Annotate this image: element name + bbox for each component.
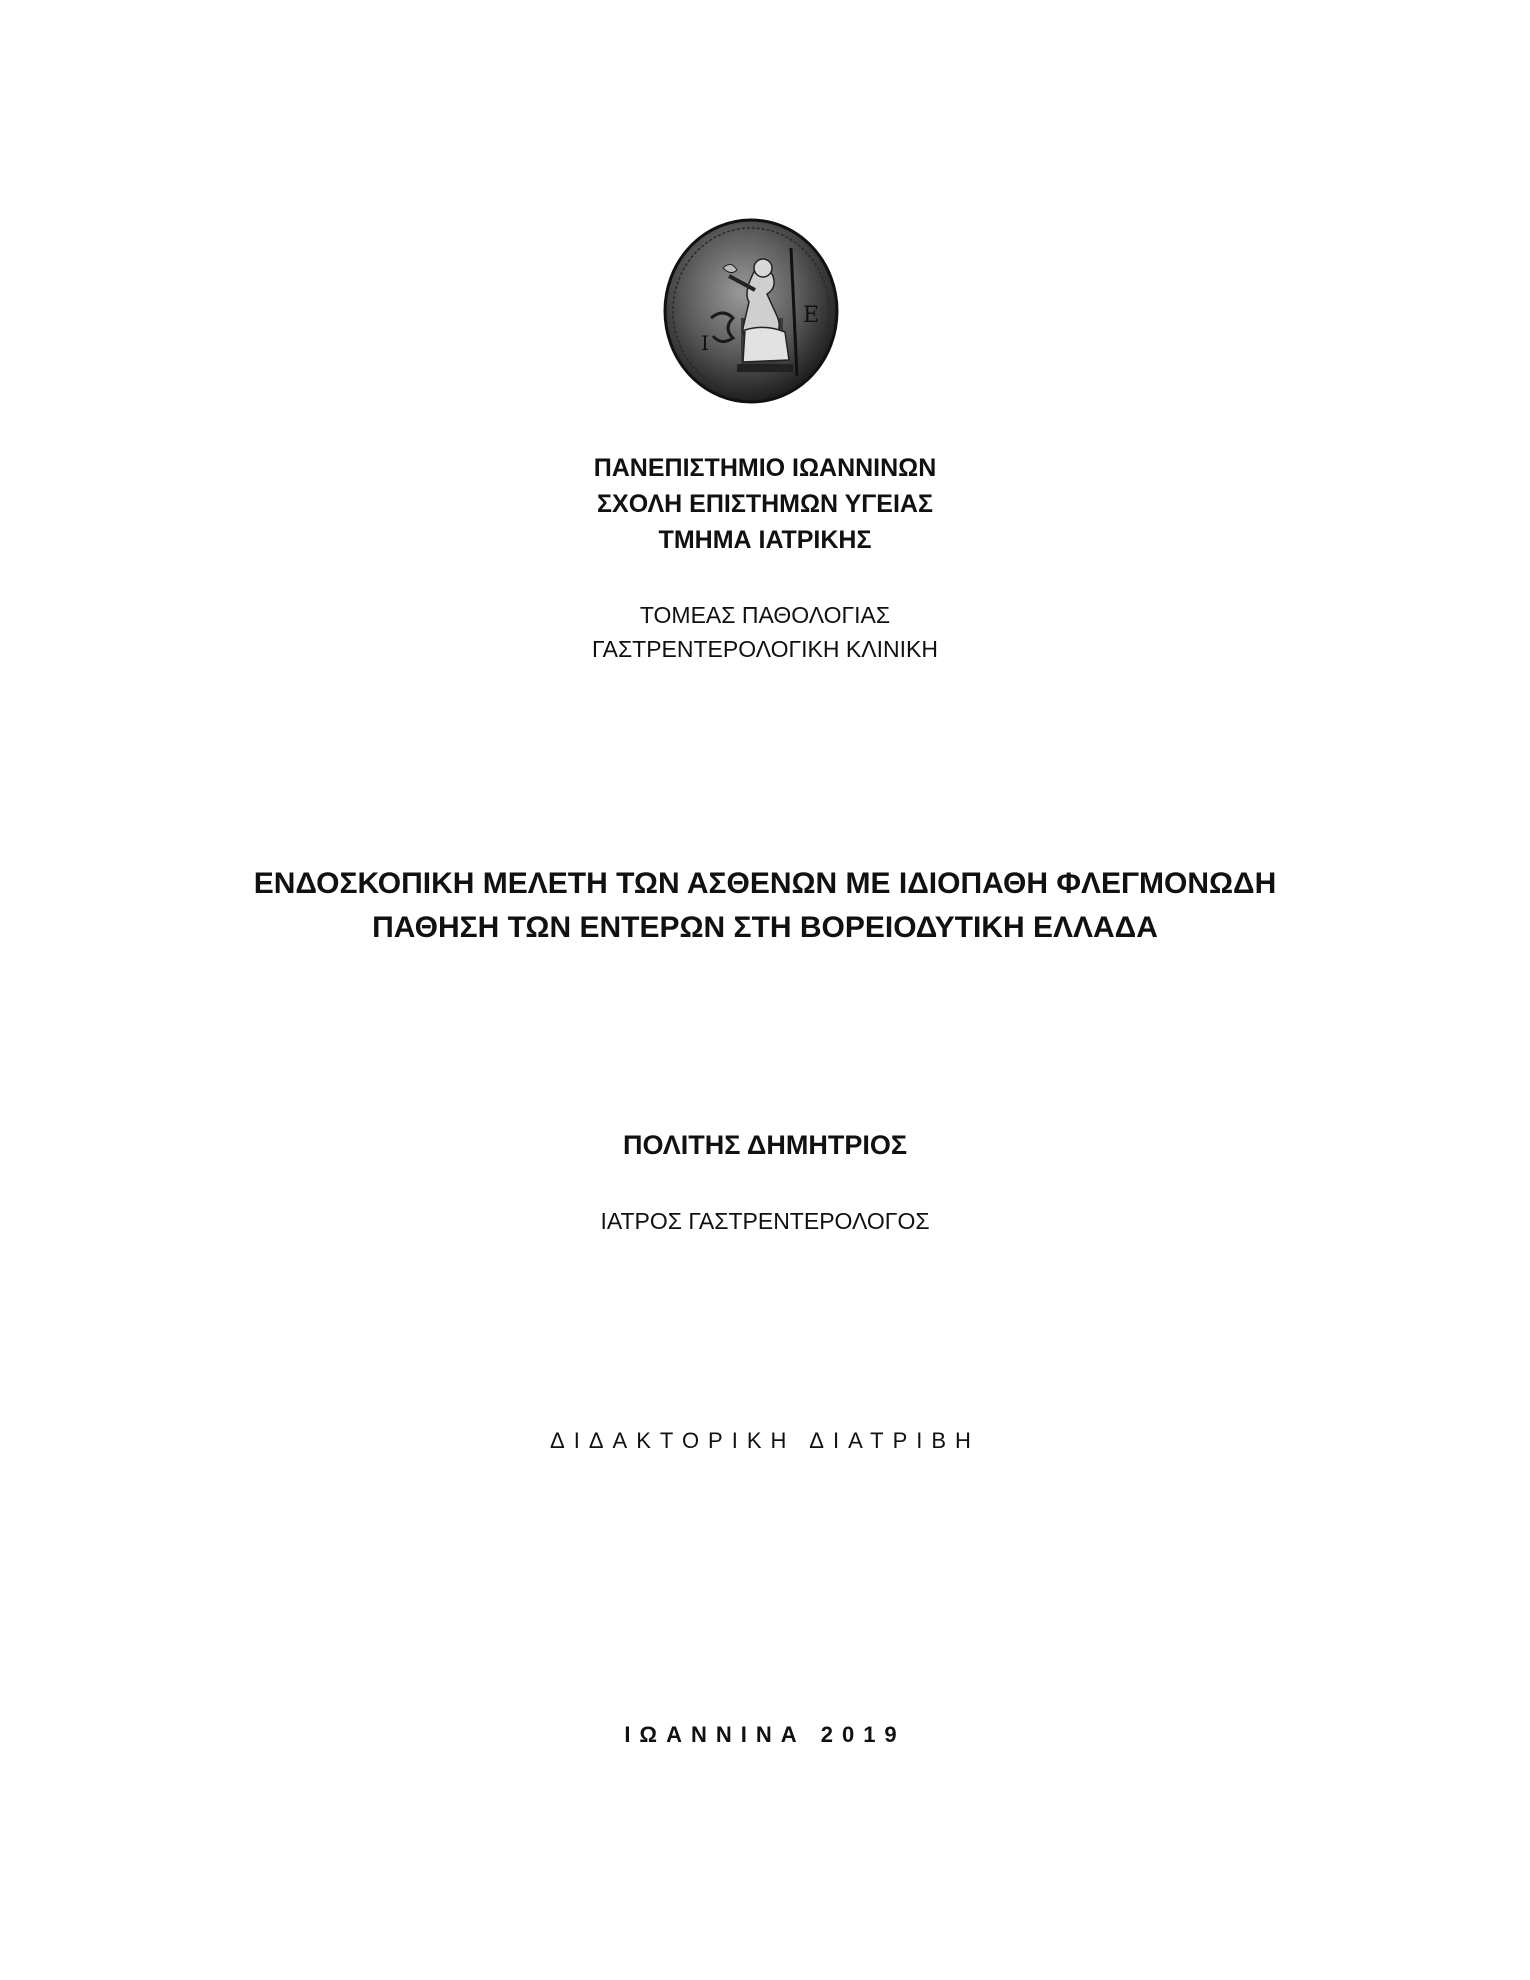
school-name: ΣΧΟΛΗ ΕΠΙΣΤΗΜΩΝ ΥΓΕΙΑΣ (597, 490, 933, 518)
place-year: ΙΩΑΝΝΙΝΑ 2019 (624, 1722, 906, 1747)
thesis-title-line-2: ΠΑΘΗΣΗ ΤΩΝ ΕΝΤΕΡΩΝ ΣΤΗ ΒΟΡΕΙΟΔΥΤΙΚΗ ΕΛΛΑΔΑ (372, 911, 1158, 944)
university-name: ΠΑΝΕΠΙΣΤΗΜΙΟ ΙΩΑΝΝΙΝΩΝ (593, 454, 937, 482)
sector-block (0, 598, 1530, 666)
thesis-type: ΔΙΔΑΚΤΟΡΙΚΗ ΔΙΑΤΡΙΒΗ (550, 1428, 980, 1453)
sector-name: ΤΟΜΕΑΣ ΠΑΘΟΛΟΓΙΑΣ (639, 602, 891, 628)
author-profession: ΙΑΤΡΟΣ ΓΑΣΤΡΕΝΤΕΡΟΛΟΓΟΣ (600, 1208, 930, 1234)
department-name: ΤΜΗΜΑ ΙΑΤΡΙΚΗΣ (658, 526, 872, 554)
university-block (0, 450, 1530, 558)
clinic-name: ΓΑΣΤΡΕΝΤΕΡΟΛΟΓΙΚΗ ΚΛΙΝΙΚΗ (592, 636, 938, 662)
thesis-title-line-1: ΕΝΔΟΣΚΟΠΙΚΗ ΜΕΛΕΤΗ ΤΩΝ ΑΣΘΕΝΩΝ ΜΕ ΙΔΙΟΠΑΘΗ ΦΛΕΓΜΟΝΩΔΗ (253, 867, 1277, 900)
seal-letter-left: Ι (701, 331, 709, 355)
author-name: ΠΟΛΙΤΗΣ ΔΗΜΗΤΡΙΟΣ (622, 1130, 908, 1160)
seal-letter-right: Ε (803, 303, 820, 328)
thesis-title (0, 862, 1530, 950)
university-seal-icon (663, 218, 839, 404)
